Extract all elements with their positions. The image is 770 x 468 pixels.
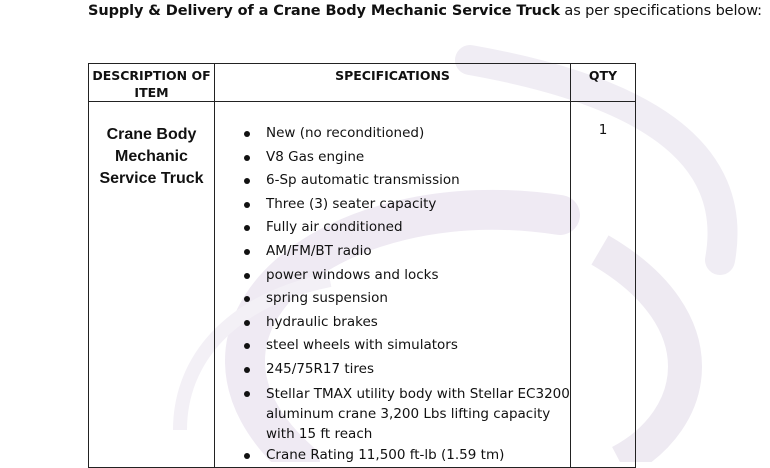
table-header-row: [89, 64, 636, 102]
intro-rest: as per specifications below:: [559, 3, 762, 19]
spec-item: New (no reconditioned): [243, 122, 570, 146]
spec-item: steel wheels with simulators: [243, 334, 570, 358]
spec-item: hydraulic brakes: [243, 311, 570, 335]
spec-item: Three (3) seater capacity: [243, 193, 570, 217]
intro-line: [88, 3, 762, 19]
spec-item: V8 Gas engine: [243, 146, 570, 170]
intro-title: Supply & Delivery of a Crane Body Mechanic Service Truck: [88, 3, 560, 19]
header-qty: QTY: [571, 64, 636, 102]
spec-table: [88, 63, 636, 468]
spec-list: [215, 102, 570, 467]
spec-item: Crane Rating 11,500 ft-lb (1.59 tm): [243, 444, 570, 468]
spec-item: 245/75R17 tires: [243, 358, 570, 382]
spec-item: 6-Sp automatic transmission: [243, 169, 570, 193]
spec-item: Fully air conditioned: [243, 216, 570, 240]
table-row: [89, 102, 636, 468]
spec-item: spring suspension: [243, 287, 570, 311]
header-description: DESCRIPTION OF ITEM: [89, 64, 215, 102]
specifications-cell: [215, 102, 571, 468]
spec-item: Stellar TMAX utility body with Stellar EC3200 aluminum crane 3,200 Lbs lifting capacity with 15 ft reach: [243, 384, 570, 444]
spec-item: power windows and locks: [243, 264, 570, 288]
item-qty: 1: [571, 102, 636, 468]
header-specifications: SPECIFICATIONS: [215, 64, 571, 102]
spec-item: AM/FM/BT radio: [243, 240, 570, 264]
item-description: Crane Body Mechanic Service Truck: [89, 102, 215, 468]
